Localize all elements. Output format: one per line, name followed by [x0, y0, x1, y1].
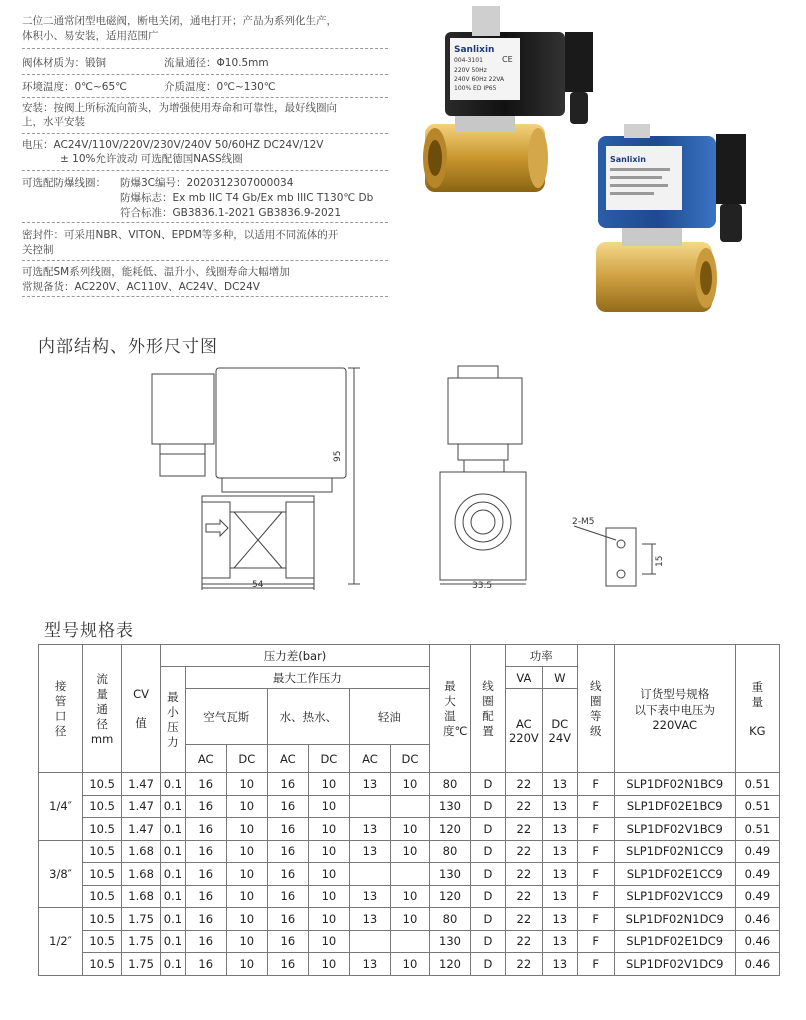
table-cell: SLP1DF02V1BC9	[614, 818, 735, 841]
header-max-work: 最大工作压力	[185, 667, 429, 689]
table-cell: 120	[429, 885, 470, 908]
table-row	[39, 840, 780, 863]
valve-photo-blue-coil	[588, 124, 778, 320]
valve2-brand: Sanlixin	[610, 155, 646, 164]
table-cell: 16	[185, 863, 226, 886]
table-cell: 1.47	[122, 773, 161, 796]
table-cell: 10	[226, 908, 267, 931]
table-cell: 16	[185, 953, 226, 976]
table-cell: 1.68	[122, 885, 161, 908]
spec-explosion-code: 防爆3C编号：2020312307000034	[120, 177, 294, 189]
table-cell: 80	[429, 908, 470, 931]
header-cv2: 值	[135, 715, 147, 730]
table-body	[39, 773, 780, 976]
table-cell: SLP1DF02V1DC9	[614, 953, 735, 976]
table-cell: 16	[267, 908, 308, 931]
table-cell: 120	[429, 953, 470, 976]
table-cell: 10	[226, 795, 267, 818]
valve1-label-line: 100% ED IP65	[454, 85, 497, 92]
table-cell: SLP1DF02N1DC9	[614, 908, 735, 931]
spec-install-1: 安装：按阀上所标流向箭头，为增强使用寿命和可靠性，最好线圈向	[22, 102, 337, 114]
divider	[22, 74, 388, 75]
cell-size: 1/2″	[39, 908, 83, 976]
divider	[22, 222, 388, 223]
dim-pitch: 15	[655, 555, 665, 567]
table-cell: 16	[185, 773, 226, 796]
table-cell: 0.1	[161, 863, 186, 886]
spec-explosion-mark: 防爆标志：Ex mb IIC T4 Gb/Ex mb IIIC T130℃ Db	[120, 192, 374, 204]
table-cell: 10	[226, 953, 267, 976]
table-cell: 10	[308, 795, 349, 818]
header-min-pressure: 最小压力	[161, 667, 186, 773]
table-cell: 13	[349, 953, 390, 976]
table-cell: 10	[226, 863, 267, 886]
table-cell: 120	[429, 818, 470, 841]
header-size: 接管口径	[39, 645, 83, 773]
spec-explosion-label: 可选配防爆线圈：	[22, 177, 106, 189]
table-cell: 0.46	[735, 953, 779, 976]
header-air: 空气瓦斯	[185, 689, 267, 745]
header-air-ac: AC	[185, 745, 226, 773]
table-cell: 22	[505, 818, 542, 841]
valve1-model: 004-3101	[454, 57, 483, 64]
front-view-drawing	[140, 362, 365, 590]
table-cell: 13	[542, 863, 577, 886]
table-cell: 13	[349, 773, 390, 796]
table-cell: 0.1	[161, 930, 186, 953]
header-w: W	[542, 667, 577, 689]
table-cell: 80	[429, 840, 470, 863]
table-cell: 10	[308, 930, 349, 953]
table-cell: D	[471, 795, 506, 818]
table-cell: SLP1DF02E1DC9	[614, 930, 735, 953]
table-cell: 1.47	[122, 795, 161, 818]
divider	[22, 260, 388, 261]
table-cell: 13	[542, 885, 577, 908]
table-cell: 22	[505, 953, 542, 976]
table-cell: 22	[505, 908, 542, 931]
table-cell: D	[471, 885, 506, 908]
table-cell: 0.51	[735, 795, 779, 818]
table-cell: 16	[267, 930, 308, 953]
header-power: 功率	[505, 645, 577, 667]
table-cell: 13	[349, 885, 390, 908]
table-cell: 22	[505, 930, 542, 953]
header-water-dc: DC	[308, 745, 349, 773]
table-cell: 0.46	[735, 930, 779, 953]
table-cell: 0.46	[735, 908, 779, 931]
table-cell: 0.1	[161, 773, 186, 796]
header-cv: CV 值	[122, 645, 161, 773]
table-cell: 13	[349, 818, 390, 841]
spec-medium-temp: 介质温度：0℃~130℃	[164, 81, 276, 93]
spec-install-2: 上，水平安装	[22, 116, 85, 128]
table-cell: 13	[542, 840, 577, 863]
table-cell: 10	[390, 840, 429, 863]
table-row	[39, 953, 780, 976]
spec-stock: 常规备货：AC220V、AC110V、AC24V、DC24V	[22, 281, 260, 293]
table-cell: SLP1DF02E1BC9	[614, 795, 735, 818]
table-cell: 130	[429, 795, 470, 818]
dim-side-width: 33.5	[472, 581, 493, 590]
table-cell	[390, 863, 429, 886]
table-cell: 13	[542, 795, 577, 818]
table-cell: 16	[267, 885, 308, 908]
table-cell: 22	[505, 773, 542, 796]
structure-title: 内部结构、外形尺寸图	[38, 337, 218, 357]
table-cell: 10	[226, 773, 267, 796]
table-cell: 10.5	[83, 773, 122, 796]
table-cell: 13	[542, 930, 577, 953]
side-view-drawing	[436, 362, 530, 590]
header-pressure-diff: 压力差(bar)	[161, 645, 430, 667]
table-cell: 10.5	[83, 930, 122, 953]
header-order-model: 订货型号规格 以下表中电压为 220VAC	[614, 645, 735, 773]
table-cell: SLP1DF02E1CC9	[614, 863, 735, 886]
table-cell: 0.1	[161, 885, 186, 908]
table-cell: 13	[542, 908, 577, 931]
table-cell: 16	[267, 795, 308, 818]
table-row	[39, 885, 780, 908]
table-cell: 10.5	[83, 908, 122, 931]
table-cell: 16	[185, 885, 226, 908]
table-cell: 10	[226, 885, 267, 908]
table-cell: 10.5	[83, 818, 122, 841]
table-cell: 10.5	[83, 840, 122, 863]
spec-seal-1: 密封件：可采用NBR、VITON、EPDM等多种，以适用不同流体的开	[22, 229, 339, 241]
table-cell: 13	[349, 840, 390, 863]
table-cell: 10	[226, 930, 267, 953]
table-cell: 0.51	[735, 818, 779, 841]
table-cell: 0.1	[161, 818, 186, 841]
spec-body-material: 阀体材质为：锻铜	[22, 57, 106, 69]
table-cell: 0.49	[735, 863, 779, 886]
divider	[22, 97, 388, 98]
valve1-ce-mark: CE	[502, 55, 513, 64]
table-cell: 22	[505, 885, 542, 908]
table-cell: SLP1DF02N1CC9	[614, 840, 735, 863]
table-title: 型号规格表	[44, 621, 134, 641]
table-cell: D	[471, 863, 506, 886]
table-cell: 1.47	[122, 818, 161, 841]
table-cell: 16	[185, 795, 226, 818]
spec-voltage-1: 电压：AC24V/110V/220V/230V/240V 50/60HZ DC24V/12V	[22, 139, 324, 151]
table-cell: D	[471, 773, 506, 796]
table-cell: F	[577, 908, 614, 931]
table-cell: 10	[308, 908, 349, 931]
table-cell: 22	[505, 795, 542, 818]
spec-sm-coil: 可选配SM系列线圈，能耗低、温升小、线圈寿命大幅增加	[22, 266, 290, 278]
header-water: 水、热水、	[267, 689, 349, 745]
table-cell: 16	[185, 840, 226, 863]
table-cell: 0.1	[161, 953, 186, 976]
table-row	[39, 863, 780, 886]
table-cell: 80	[429, 773, 470, 796]
table-cell: 16	[185, 930, 226, 953]
header-coil-config: 线圈配置	[471, 645, 506, 773]
dim-height: 95	[333, 450, 343, 462]
table-cell: 0.49	[735, 885, 779, 908]
valve1-brand: Sanlixin	[454, 45, 495, 55]
table-cell: F	[577, 795, 614, 818]
header-oil-dc: DC	[390, 745, 429, 773]
header-flow: 流量通径 mm	[83, 645, 122, 773]
table-cell: 0.1	[161, 840, 186, 863]
table-cell	[349, 930, 390, 953]
table-cell: F	[577, 885, 614, 908]
table-cell: 10.5	[83, 953, 122, 976]
table-cell: D	[471, 930, 506, 953]
table-cell	[349, 795, 390, 818]
valve1-label-line: 220V 50Hz	[454, 67, 487, 74]
table-cell: F	[577, 863, 614, 886]
header-va: VA	[505, 667, 542, 689]
dim-thread: 2-M5	[572, 517, 595, 527]
table-cell	[390, 930, 429, 953]
table-cell: 10	[308, 840, 349, 863]
divider	[22, 133, 388, 134]
header-weight: 重量 KG	[735, 645, 779, 773]
table-cell: 13	[349, 908, 390, 931]
table-cell: 10	[226, 840, 267, 863]
cell-size: 3/8″	[39, 840, 83, 908]
header-ac220: AC 220V	[505, 689, 542, 773]
table-cell: 10.5	[83, 885, 122, 908]
table-cell: 10	[390, 773, 429, 796]
table-cell: 16	[185, 908, 226, 931]
header-flow-unit: mm	[90, 731, 114, 746]
table-cell: 13	[542, 953, 577, 976]
table-row	[39, 795, 780, 818]
table-cell: 10	[308, 953, 349, 976]
dim-width: 54	[252, 580, 264, 590]
table-cell: SLP1DF02V1CC9	[614, 885, 735, 908]
table-cell: 1.68	[122, 863, 161, 886]
table-row	[39, 930, 780, 953]
table-cell	[349, 863, 390, 886]
table-cell: 130	[429, 863, 470, 886]
spec-voltage-2: ± 10%允许波动 可选配德国NASS线圈	[60, 153, 243, 165]
table-cell: F	[577, 818, 614, 841]
table-cell: 1.75	[122, 908, 161, 931]
table-cell: 10	[308, 773, 349, 796]
divider	[22, 170, 388, 171]
header-dc24: DC 24V	[542, 689, 577, 773]
table-cell: 16	[267, 773, 308, 796]
header-oil: 轻油	[349, 689, 429, 745]
table-cell: 0.51	[735, 773, 779, 796]
spec-intro-2: 体积小、易安装，适用范围广	[22, 30, 159, 42]
table-cell: 0.49	[735, 840, 779, 863]
spec-seal-2: 关控制	[22, 244, 54, 256]
table-cell: F	[577, 773, 614, 796]
table-cell: 16	[185, 818, 226, 841]
table-cell: 10	[308, 818, 349, 841]
table-cell: 10	[390, 818, 429, 841]
table-cell: 22	[505, 840, 542, 863]
header-oil-ac: AC	[349, 745, 390, 773]
header-water-ac: AC	[267, 745, 308, 773]
table-cell: 22	[505, 863, 542, 886]
spec-table	[38, 644, 780, 976]
table-cell: 0.1	[161, 908, 186, 931]
mount-view-drawing	[572, 512, 672, 588]
table-cell: D	[471, 818, 506, 841]
table-cell: 13	[542, 818, 577, 841]
table-cell: 1.75	[122, 953, 161, 976]
divider	[22, 48, 388, 49]
table-cell: 16	[267, 953, 308, 976]
table-cell	[390, 795, 429, 818]
spec-ambient-temp: 环境温度：0℃~65℃	[22, 81, 127, 93]
table-cell: D	[471, 908, 506, 931]
spec-flow-diameter: 流量通径：Φ10.5mm	[164, 57, 269, 69]
table-cell: 10	[390, 908, 429, 931]
divider	[22, 296, 388, 297]
table-cell: 16	[267, 863, 308, 886]
table-cell: 10	[390, 953, 429, 976]
spec-explosion-standard: 符合标准：GB3836.1-2021 GB3836.9-2021	[120, 207, 342, 219]
table-cell: 1.68	[122, 840, 161, 863]
header-air-dc: DC	[226, 745, 267, 773]
spec-intro-1: 二位二通常闭型电磁阀，断电关闭，通电打开；产品为系列化生产，	[22, 15, 337, 27]
table-cell: F	[577, 953, 614, 976]
spec-block	[22, 0, 388, 300]
table-cell: 10.5	[83, 863, 122, 886]
table-cell: 10	[308, 863, 349, 886]
table-cell: SLP1DF02N1BC9	[614, 773, 735, 796]
table-cell: D	[471, 953, 506, 976]
table-cell: F	[577, 930, 614, 953]
table-cell: 10	[390, 885, 429, 908]
table-cell: F	[577, 840, 614, 863]
valve1-label-line: 240V 60Hz 22VA	[454, 76, 505, 83]
table-cell: 10	[308, 885, 349, 908]
header-coil-grade: 线圈等级	[577, 645, 614, 773]
table-cell: 1.75	[122, 930, 161, 953]
header-max-temp: 最大温度℃	[429, 645, 470, 773]
table-cell: 10.5	[83, 795, 122, 818]
table-cell: 16	[267, 818, 308, 841]
table-cell: 130	[429, 930, 470, 953]
table-cell: 10	[226, 818, 267, 841]
table-cell: 13	[542, 773, 577, 796]
table-cell: 16	[267, 840, 308, 863]
table-cell: 0.1	[161, 795, 186, 818]
table-row	[39, 818, 780, 841]
table-row	[39, 908, 780, 931]
cell-size: 1/4″	[39, 773, 83, 841]
table-row	[39, 773, 780, 796]
table-cell: D	[471, 840, 506, 863]
